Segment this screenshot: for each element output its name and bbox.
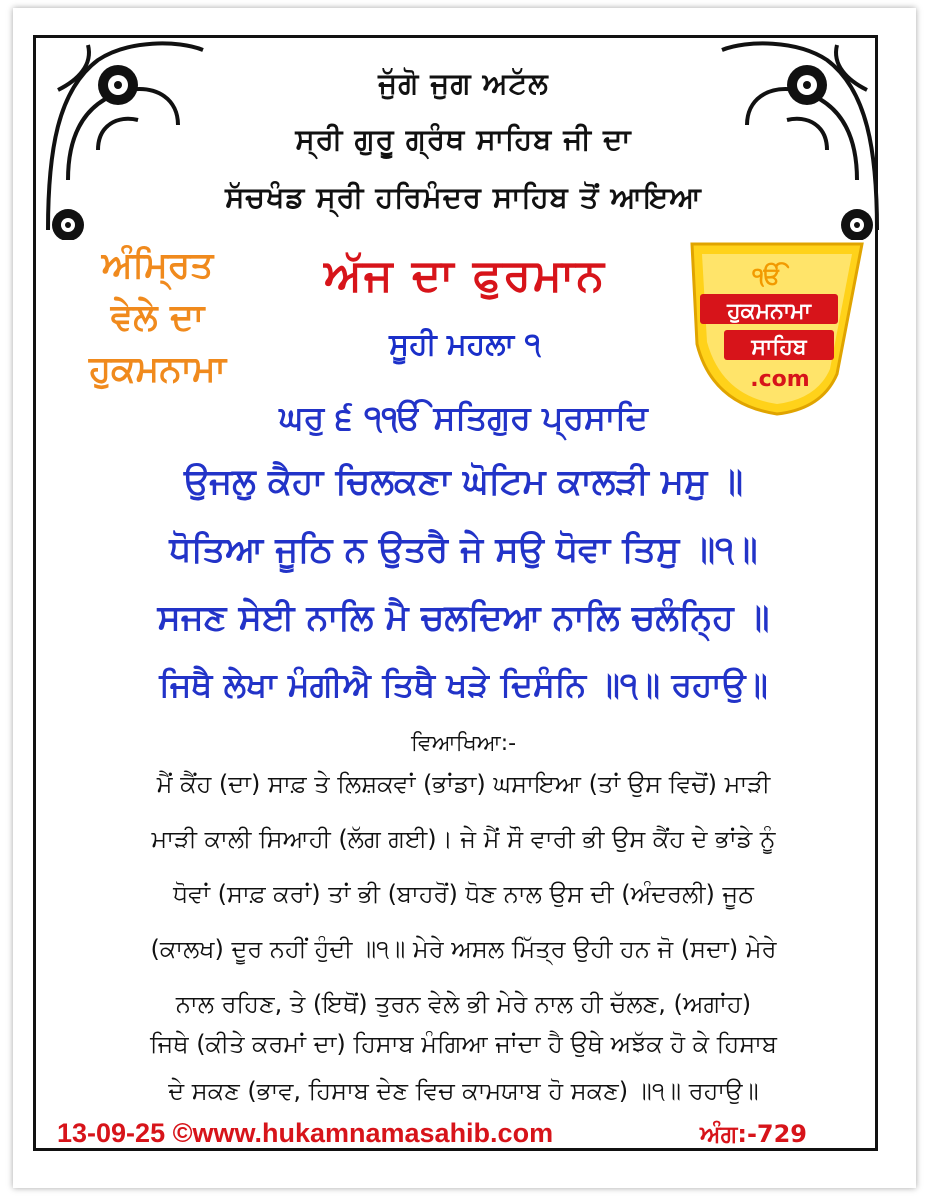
gurbani-line-4: ਸਜਣ ਸੇਈ ਨਾਲਿ ਮੈ ਚਲਦਿਆ ਨਾਲਿ ਚਲੰਨ੍ਹਿ ॥ bbox=[157, 598, 770, 638]
explanation-line-5: ਨਾਲ ਰਹਿਣ, ਤੇ (ਇਥੋਂ) ਤੁਰਨ ਵੇਲੇ ਭੀ ਮੇਰੇ ਨਾਲ ਹੀ ਚੱਲਣ, (ਅਗਾਂਹ) bbox=[175, 990, 752, 1018]
gurbani-line-3: ਧੋਤਿਆ ਜੂਠਿ ਨ ਉਤਰੈ ਜੇ ਸਉ ਧੋਵਾ ਤਿਸੁ ॥੧॥ bbox=[169, 530, 758, 570]
explanation-line-4: (ਕਾਲਖ) ਦੂਰ ਨਹੀਂ ਹੁੰਦੀ ॥੧॥ ਮੇਰੇ ਅਸਲ ਮਿੱਤ੍ਰ ਉਹੀ ਹਨ ਜੋ (ਸਦਾ) ਮੇਰੇ bbox=[150, 935, 777, 963]
amrit-line-3: ਹੁਕਮਨਾਮਾ bbox=[88, 349, 227, 390]
logo-line-1: ਹੁਕਮਨਾਮਾ bbox=[727, 299, 811, 324]
explanation-line-7: ਦੇ ਸਕਣ (ਭਾਵ, ਹਿਸਾਬ ਦੇਣ ਵਿਚ ਕਾਮਯਾਬ ਹੋ ਸਕਣ) ॥੧॥ ਰਹਾਉ॥ bbox=[168, 1077, 759, 1105]
explanation-line-3: ਧੋਵਾਂ (ਸਾਫ਼ ਕਰਾਂ) ਤਾਂ ਭੀ (ਬਾਹਰੋਂ) ਧੋਣ ਨਾਲ ਉਸ ਦੀ (ਅੰਦਰਲੀ) ਜੂਠ bbox=[173, 880, 754, 908]
explanation-line-1: ਮੈਂ ਕੈਂਹ (ਦਾ) ਸਾਫ਼ ਤੇ ਲਿਸ਼ਕਵਾਂ (ਭਾਂਡਾ) ਘਸਾਇਆ (ਤਾਂ ਉਸ ਵਿਚੋਂ) ਮਾੜੀ bbox=[156, 770, 771, 798]
footer-date-website: 13-09-25 ©www.hukamnamasahib.com bbox=[57, 1118, 554, 1148]
logo-line-2: ਸਾਹਿਬ bbox=[751, 335, 807, 360]
hukamnama-sahib-logo bbox=[672, 224, 872, 424]
logo-line-3: .com bbox=[750, 367, 810, 392]
explanation-line-2: ਮਾੜੀ ਕਾਲੀ ਸਿਆਹੀ (ਲੱਗ ਗਈ)। ਜੇ ਮੈਂ ਸੌ ਵਾਰੀ ਭੀ ਉਸ ਕੈਂਹ ਦੇ ਭਾਂਡੇ ਨੂੰ bbox=[151, 825, 776, 853]
gurbani-line-2: ਉਜਲੁ ਕੈਹਾ ਚਿਲਕਣਾ ਘੋਟਿਮ ਕਾਲੜੀ ਮਸੁ ॥ bbox=[183, 462, 744, 502]
footer-ang-number: ਅੰਗ:-729 bbox=[700, 1120, 808, 1148]
page-title: ਅੱਜ ਦਾ ਫੁਰਮਾਨ bbox=[324, 250, 606, 301]
header-line-2: ਸ੍ਰੀ ਗੁਰੂ ਗ੍ਰੰਥ ਸਾਹਿਬ ਜੀ ਦਾ bbox=[295, 122, 632, 156]
amrit-line-2: ਵੇਲੇ ਦਾ bbox=[110, 297, 205, 338]
gurbani-line-1: ਘਰੁ ੬ ੧ੴ ਸਤਿਗੁਰ ਪ੍ਰਸਾਦਿ bbox=[279, 398, 648, 437]
explanation-line-6: ਜਿਥੇ (ਕੀਤੇ ਕਰਮਾਂ ਦਾ) ਹਿਸਾਬ ਮੰਗਿਆ ਜਾਂਦਾ ਹੈ ਉਥੇ ਅਝੱਕ ਹੋ ਕੇ ਹਿਸਾਬ bbox=[149, 1030, 778, 1058]
header-line-1: ਜੁੱਗੋ ਜੁਗ ਅਟੱਲ bbox=[378, 66, 549, 100]
amrit-line-1: ਅੰਮ੍ਰਿਤ bbox=[101, 245, 214, 286]
logo-khanda: ੴ bbox=[752, 262, 782, 290]
amrit-vele-label bbox=[50, 240, 265, 396]
gurbani-line-5: ਜਿਥੈ ਲੇਖਾ ਮੰਗੀਐ ਤਿਥੈ ਖੜੇ ਦਿਸੰਨਿ ॥੧॥ ਰਹਾਉ॥ bbox=[159, 665, 768, 704]
explanation-label: ਵਿਆਖਿਆ:- bbox=[410, 731, 517, 756]
header-line-3: ਸੱਚਖੰਡ ਸ੍ਰੀ ਹਰਿਮੰਦਰ ਸਾਹਿਬ ਤੋਂ ਆਇਆ bbox=[225, 180, 702, 214]
shabad-raag: ਸੂਹੀ ਮਹਲਾ ੧ bbox=[389, 327, 541, 362]
